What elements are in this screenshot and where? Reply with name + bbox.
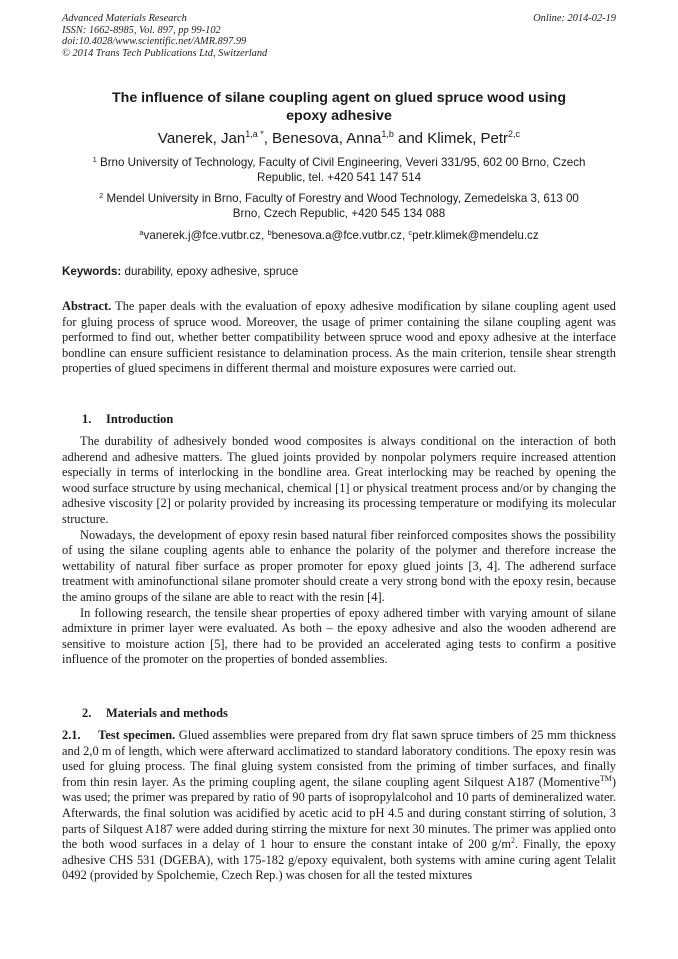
online-date: Online: 2014-02-19 <box>533 13 616 24</box>
journal-meta <box>62 13 267 59</box>
paragraph: Nowadays, the development of epoxy resin based natural fiber reinforced composites shows the possibility of using the silane coupling agents able to enhance the polarity of the polymer and therefore increase the wettability of natural fiber surface as proper promoter for epoxy glued joints [3, 4]. The adherend surface treatment with aminofunctional silane promoter should create a very strong bond with the epoxy resin, because the amino groups of the silane are able to react with the resin [4]. <box>62 527 616 604</box>
abstract-text: The paper deals with the evaluation of epoxy adhesive modification by silane coupling agent used for gluing process of spruce wood. Moreover, the usage of primer containing the silane coupling agent was performed to find out, whether better compatibility between spruce wood and epoxy adhesive at the interface bondline can ensure sufficient resistance to delamination process. As the main criterion, tensile shear strength properties of glued specimens in different thermal and moisture exposures were carried out. <box>62 299 616 376</box>
subsection-title: Test specimen. <box>98 728 176 742</box>
section-title: Materials and methods <box>106 706 228 720</box>
materials-body <box>62 728 616 884</box>
paragraph-part-a: Glued assemblies were prepared from dry flat sawn spruce timbers of 25 mm thickness and 2,0 m of length, which were afterward acclimatized to standard laboratory conditions. The epoxy resin was used for gluing process. The final gluing system consisted from the priming of timber surfaces, and finally from thin resin layer. As the priming coupling agent, the silane coupling agent Silquest A187 (Momentive <box>62 728 616 789</box>
affiliation-2-line-2: Brno, Czech Republic, +420 545 134 088 <box>232 206 446 220</box>
email-a[interactable]: vanerek.j@fce.vutbr.cz, <box>143 229 268 242</box>
affiliation-1 <box>62 156 616 185</box>
email-c-sup: c <box>408 228 413 237</box>
author-2: , Benesova, Anna <box>263 130 382 147</box>
keywords-text: durability, epoxy adhesive, spruce <box>121 265 299 278</box>
keywords <box>62 265 616 279</box>
journal-name: Advanced Materials Research <box>62 13 187 24</box>
title-line-1: The influence of silane coupling agent on glued spruce wood using <box>111 90 567 106</box>
paragraph: In following research, the tensile shear properties of epoxy adhered timber with varying amount of silane admixture in primer layer were evaluated. As both – the epoxy adhesive and also the wooden adherend are sensitive to moisture action [5], there had to be provided an accelerated aging tests to confirm a positive influence of the promoter on the properties of bonded assemblies. <box>62 605 616 667</box>
affiliation-2-line-1: Mendel University in Brno, Faculty of Forestry and Wood Technology, Zemedelska 3, 613 00 <box>103 192 579 205</box>
keywords-label: Keywords: <box>62 265 122 278</box>
copyright-line: © 2014 Trans Tech Publications Ltd, Switzerland <box>62 47 268 59</box>
paragraph: The durability of adhesively bonded wood composites is always conditional on the interaction of both adherend and adhesive matters. The glued joints provided by nonpolar polymers require increased attention especially in terms of interlocking in the bondline area. Great interlocking may be reached by opening the wood surface structure by using mechanical, chemical [1] or physical treatment process and/or by changing the adhesive viscosity [2] or polarity provided by increasing its processing temperature or modifying its molecular structure. <box>62 434 616 526</box>
section-number: 2. <box>82 706 92 720</box>
section-heading-materials <box>82 706 228 721</box>
issn-line: ISSN: 1662-8985, Vol. 897, pp 99-102 <box>62 24 221 36</box>
square-sup: 2 <box>510 836 515 846</box>
section-title: Introduction <box>106 412 174 426</box>
author-2-sup: 1,b <box>381 129 394 139</box>
author-emails <box>62 229 616 244</box>
abstract-label: Abstract. <box>62 299 112 313</box>
trademark-sup: TM <box>599 773 612 783</box>
introduction-body <box>62 434 616 668</box>
abstract <box>62 299 616 377</box>
subsection-number: 2.1. <box>62 728 81 742</box>
doi-line: doi:10.4028/www.scientific.net/AMR.897.99 <box>62 36 247 48</box>
affiliation-1-line-1: Brno University of Technology, Faculty of Civil Engineering, Veveri 331/95, 602 00 Brno, Czech <box>96 156 586 169</box>
author-1-sup: 1,a * <box>245 129 264 139</box>
author-3-sup: 2,c <box>508 129 521 139</box>
author-list <box>62 129 616 148</box>
affiliation-2-sup: 2 <box>99 191 104 200</box>
paragraph-part-b: ) was used; the primer was prepared by ratio of 90 parts of isopropylalcohol and 10 parts of demineralized water. Afterwards, the final solution was acidified by acetic acid to pH 4.5 and during constant stirring of solution, 3 parts of Silquest A187 were added during stirring the mixture for next 30 minutes. The primer was applied onto the both wood surfaces in a delay of 1 hour to ensure the constant intake of 200 g/m <box>62 774 616 852</box>
section-number: 1. <box>82 412 92 426</box>
email-b[interactable]: benesova.a@fce.vutbr.cz, <box>271 229 409 242</box>
affiliation-1-line-2: Republic, tel. +420 541 147 514 <box>256 170 422 184</box>
paragraph-part-c: . Finally, the epoxy adhesive CHS 531 (DGEBA), with 175-182 g/epoxy equivalent, both systems with amine curing agent Telalit 0492 (provided by Spolchemie, Czech Rep.) was chosen for all the tested mixtures <box>62 837 616 883</box>
title-line-2: epoxy adhesive <box>286 108 392 124</box>
affiliation-2 <box>62 192 616 221</box>
section-heading-introduction <box>82 412 173 427</box>
author-3: and Klimek, Petr <box>393 130 509 147</box>
email-a-sup: a <box>139 228 144 237</box>
email-c[interactable]: petr.klimek@mendelu.cz <box>412 229 539 242</box>
paper-title <box>62 89 616 125</box>
affiliation-1-sup: 1 <box>92 155 97 164</box>
author-1: Vanerek, Jan <box>157 130 246 147</box>
email-b-sup: b <box>267 228 272 237</box>
